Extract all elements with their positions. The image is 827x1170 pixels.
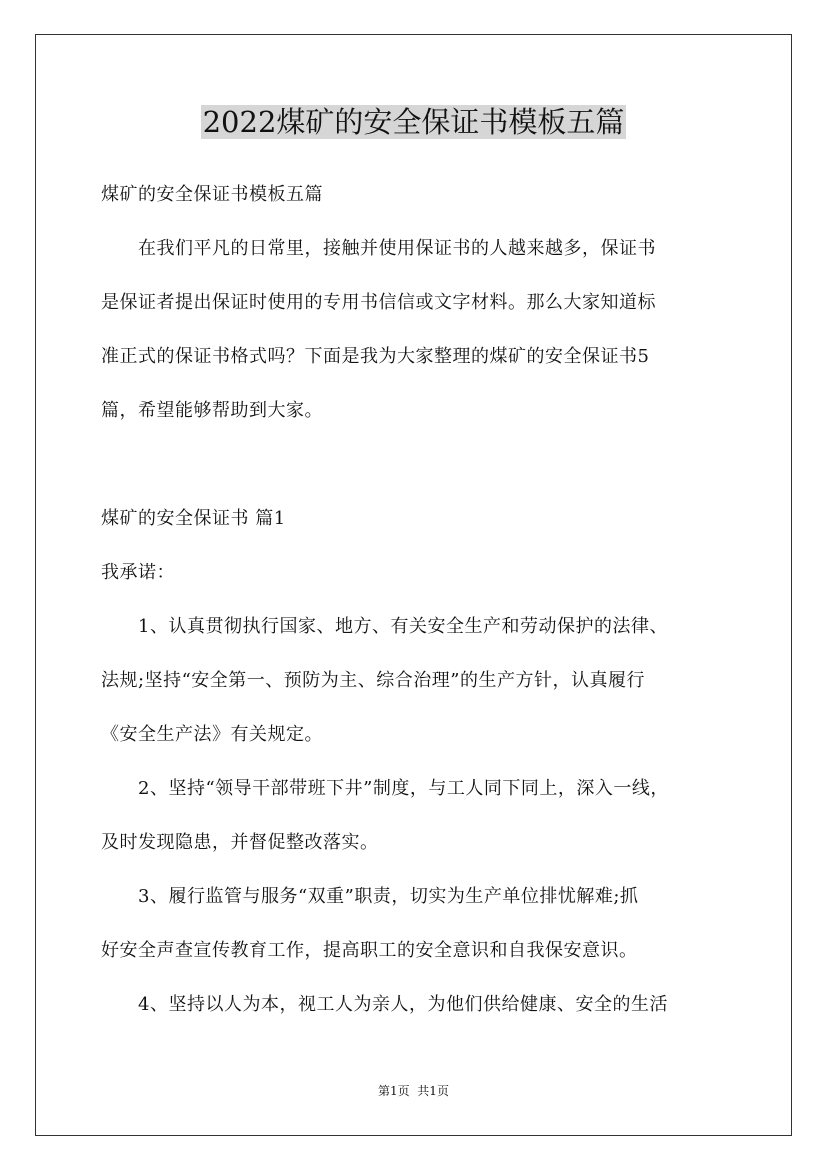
intro-line-3: 准正式的保证书格式吗？下面是我为大家整理的煤矿的安全保证书5: [101, 346, 650, 367]
pledge-label: 我承诺：: [101, 562, 175, 583]
intro-line-4: 篇，希望能够帮助到大家。: [101, 400, 323, 421]
body-line-2: 法规;坚持“安全第一、预防为主、综合治理”的生产方针，认真履行: [101, 670, 645, 691]
intro-line-1: 在我们平凡的日常里，接触并使用保证书的人越来越多，保证书: [101, 238, 656, 259]
body-line-6: 3、履行监管与服务“双重”职责，切实为生产单位排忧解难;抓: [101, 886, 639, 907]
section-heading: 煤矿的安全保证书 篇1: [101, 508, 286, 529]
document-title-block: [0, 102, 827, 142]
page-footer: 第1页 共1页: [378, 1084, 449, 1098]
body-line-3: 《安全生产法》有关规定。: [101, 724, 323, 745]
body-line-8: 4、坚持以人为本，视工人为亲人，为他们供给健康、安全的生活: [101, 994, 668, 1015]
body-line-5: 及时发现隐患，并督促整改落实。: [101, 832, 379, 853]
body-line-1: 1、认真贯彻执行国家、地方、有关安全生产和劳动保护的法律、: [101, 616, 668, 637]
document-subtitle: 煤矿的安全保证书模板五篇: [101, 184, 323, 205]
body-line-7: 好安全声查宣传教育工作，提高职工的安全意识和自我保安意识。: [101, 940, 638, 961]
document-title: 2022煤矿的安全保证书模板五篇: [202, 105, 625, 139]
intro-line-2: 是保证者提出保证时使用的专用书信信或文字材料。那么大家知道标: [101, 292, 656, 313]
body-line-4: 2、坚持“领导干部带班下井”制度，与工人同下同上，深入一线，: [101, 778, 669, 799]
